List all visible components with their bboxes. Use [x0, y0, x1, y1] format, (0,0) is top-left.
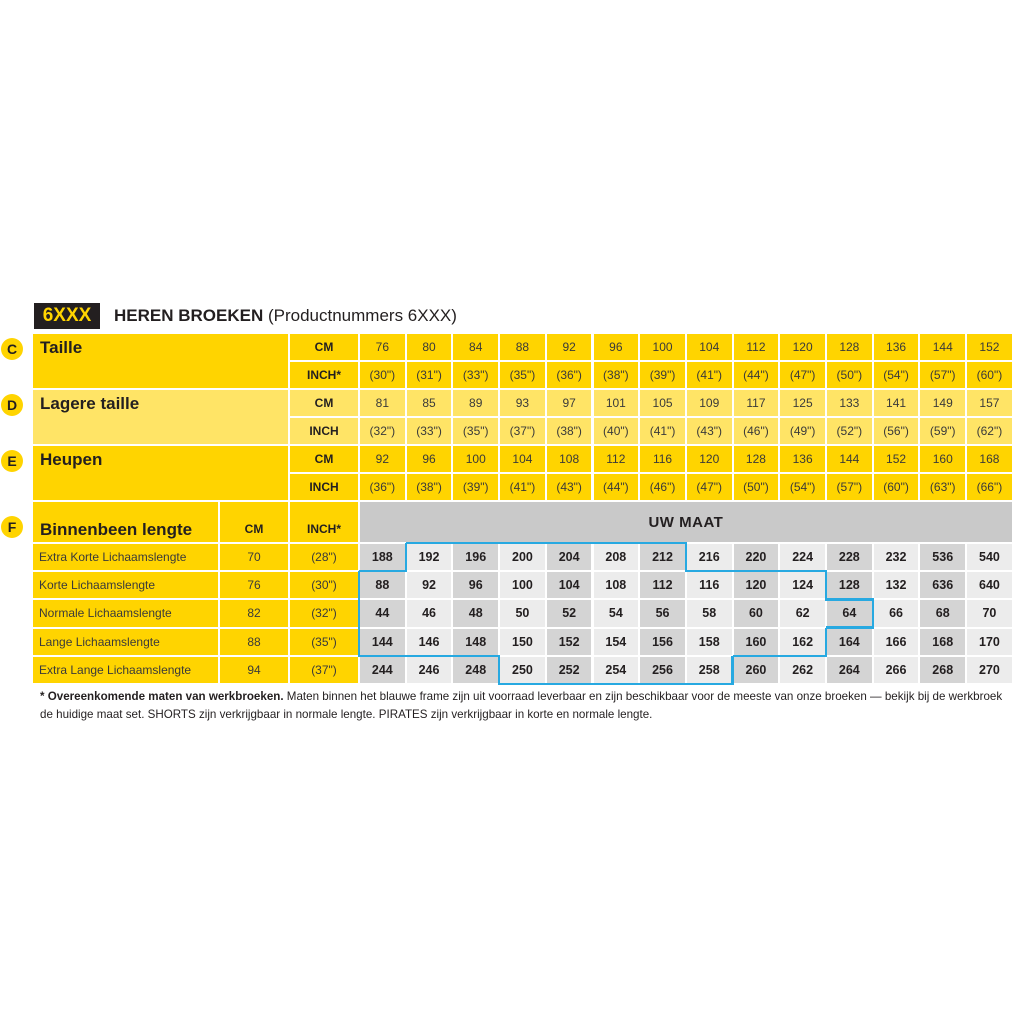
- measurement-value: 128: [734, 446, 779, 472]
- measurement-value: (31"): [407, 362, 452, 388]
- measurement-value: (50"): [827, 362, 872, 388]
- size-value: 246: [407, 657, 452, 683]
- size-value: 144: [360, 629, 405, 655]
- in-stock-frame-segment: [406, 655, 454, 657]
- inseam-inch: (35"): [290, 629, 358, 655]
- unit-label: INCH: [290, 418, 358, 444]
- measurement-value: 141: [874, 390, 919, 416]
- in-stock-frame-segment: [499, 683, 547, 685]
- measurement-value: 93: [500, 390, 545, 416]
- size-value: 56: [640, 600, 685, 626]
- inseam-inch: (28"): [290, 544, 358, 570]
- size-value: 248: [453, 657, 498, 683]
- inseam-inch: (30"): [290, 572, 358, 598]
- size-value: 62: [780, 600, 825, 626]
- measurement-value: 108: [547, 446, 592, 472]
- size-value: 96: [453, 572, 498, 598]
- in-stock-frame-segment: [779, 655, 827, 657]
- in-stock-frame-segment: [825, 571, 827, 600]
- size-value: 260: [734, 657, 779, 683]
- in-stock-frame-segment: [498, 656, 500, 685]
- size-value: 640: [967, 572, 1012, 598]
- body-length-label: Normale Lichaamslengte: [33, 600, 218, 626]
- size-value: 168: [920, 629, 965, 655]
- measurement-value: (39"): [453, 474, 498, 500]
- measurement-value: (37"): [500, 418, 545, 444]
- measurement-value: (47"): [687, 474, 732, 500]
- measurement-value: 144: [827, 446, 872, 472]
- size-value: 636: [920, 572, 965, 598]
- inch-header: INCH*: [290, 502, 358, 542]
- measurement-value: 81: [360, 390, 405, 416]
- in-stock-frame-segment: [733, 570, 781, 572]
- body-length-label: Korte Lichaamslengte: [33, 572, 218, 598]
- measurement-value: (44"): [594, 474, 639, 500]
- footnote-bold: * Overeenkomende maten van werkbroeken.: [40, 690, 284, 703]
- size-value: 50: [500, 600, 545, 626]
- size-value: 188: [360, 544, 405, 570]
- measurement-value: 152: [874, 446, 919, 472]
- title-main: HEREN BROEKEN: [114, 306, 264, 325]
- in-stock-frame-segment: [358, 599, 360, 628]
- measurement-value: (35"): [500, 362, 545, 388]
- size-value: 44: [360, 600, 405, 626]
- measurement-value: (62"): [967, 418, 1012, 444]
- measurement-value: 105: [640, 390, 685, 416]
- size-value: 66: [874, 600, 919, 626]
- size-value: 146: [407, 629, 452, 655]
- size-value: 252: [547, 657, 592, 683]
- size-value: 112: [640, 572, 685, 598]
- measurement-value: 144: [920, 334, 965, 360]
- size-value: 54: [594, 600, 639, 626]
- footnote-text: Maten binnen het blauwe frame zijn uit voorraad leverbaar en zijn beschikbaar voor de meeste van onze broeken — bekijk bij de werkbroek de huidige maat set. SHORTS zijn verkrijgbaar in normale lengte. PIRATES zijn verkrijgbaar in korte en normale lengte.: [40, 690, 1003, 721]
- inseam-cm: 88: [220, 629, 288, 655]
- in-stock-frame-segment: [639, 542, 687, 544]
- in-stock-frame-segment: [593, 683, 641, 685]
- measurement-value: 117: [734, 390, 779, 416]
- size-value: 46: [407, 600, 452, 626]
- size-value: 92: [407, 572, 452, 598]
- measurement-value: (30"): [360, 362, 405, 388]
- in-stock-frame-segment: [733, 655, 781, 657]
- measurement-value: 133: [827, 390, 872, 416]
- measurement-value: (46"): [640, 474, 685, 500]
- size-value: 208: [594, 544, 639, 570]
- in-stock-frame-segment: [731, 656, 733, 685]
- size-value: 200: [500, 544, 545, 570]
- measurement-value: 160: [920, 446, 965, 472]
- in-stock-frame-segment: [358, 571, 360, 600]
- unit-label: CM: [290, 334, 358, 360]
- measurement-value: 96: [407, 446, 452, 472]
- in-stock-frame-segment: [358, 628, 360, 657]
- size-value: 64: [827, 600, 872, 626]
- measurement-value: 76: [360, 334, 405, 360]
- in-stock-frame-segment: [546, 683, 594, 685]
- measurement-value: 120: [687, 446, 732, 472]
- unit-label: CM: [290, 390, 358, 416]
- size-value: 212: [640, 544, 685, 570]
- inseam-inch: (37"): [290, 657, 358, 683]
- size-value: 52: [547, 600, 592, 626]
- in-stock-frame-segment: [359, 570, 407, 572]
- body-length-label: Extra Lange Lichaamslengte: [33, 657, 218, 683]
- measurement-value: (38"): [407, 474, 452, 500]
- size-value: 204: [547, 544, 592, 570]
- size-value: 116: [687, 572, 732, 598]
- in-stock-frame-segment: [593, 542, 641, 544]
- body-length-label: Extra Korte Lichaamslengte: [33, 544, 218, 570]
- in-stock-frame-segment: [546, 542, 594, 544]
- measurement-value: 149: [920, 390, 965, 416]
- measurement-value: (44"): [734, 362, 779, 388]
- section-title: Taille: [33, 334, 288, 388]
- measurement-value: (50"): [734, 474, 779, 500]
- measurement-value: (54"): [874, 362, 919, 388]
- measurement-value: (57"): [827, 474, 872, 500]
- size-value: 220: [734, 544, 779, 570]
- measurement-value: (63"): [920, 474, 965, 500]
- size-value: 266: [874, 657, 919, 683]
- measurement-value: 92: [547, 334, 592, 360]
- measurement-value: 109: [687, 390, 732, 416]
- size-value: 158: [687, 629, 732, 655]
- in-stock-frame-segment: [686, 570, 734, 572]
- measurement-value: 97: [547, 390, 592, 416]
- measurement-value: (49"): [780, 418, 825, 444]
- measurement-value: 104: [687, 334, 732, 360]
- in-stock-frame-segment: [499, 542, 547, 544]
- in-stock-frame-segment: [405, 543, 407, 572]
- measurement-value: 100: [640, 334, 685, 360]
- cm-header: CM: [220, 502, 288, 542]
- size-value: 152: [547, 629, 592, 655]
- measurement-value: (38"): [594, 362, 639, 388]
- size-value: 162: [780, 629, 825, 655]
- measurement-value: 92: [360, 446, 405, 472]
- product-badge: 6XXX: [34, 303, 100, 329]
- in-stock-frame-segment: [406, 542, 454, 544]
- measurement-value: (33"): [453, 362, 498, 388]
- in-stock-frame-segment: [826, 598, 874, 600]
- size-value: 148: [453, 629, 498, 655]
- in-stock-frame-segment: [685, 543, 687, 572]
- unit-label: CM: [290, 446, 358, 472]
- size-value: 268: [920, 657, 965, 683]
- measurement-value: (36"): [547, 362, 592, 388]
- in-stock-frame-segment: [826, 626, 874, 628]
- size-value: 154: [594, 629, 639, 655]
- size-value: 160: [734, 629, 779, 655]
- measurement-value: 96: [594, 334, 639, 360]
- size-value: 120: [734, 572, 779, 598]
- size-value: 132: [874, 572, 919, 598]
- in-stock-frame-segment: [686, 683, 734, 685]
- in-stock-frame-segment: [639, 683, 687, 685]
- title-subtitle: (Productnummers 6XXX): [263, 306, 457, 325]
- in-stock-frame-segment: [359, 655, 407, 657]
- size-value: 170: [967, 629, 1012, 655]
- size-value: 166: [874, 629, 919, 655]
- section-letter: E: [1, 450, 23, 472]
- size-value: 540: [967, 544, 1012, 570]
- measurement-value: 116: [640, 446, 685, 472]
- measurement-value: 152: [967, 334, 1012, 360]
- inseam-cm: 82: [220, 600, 288, 626]
- measurement-value: 128: [827, 334, 872, 360]
- size-value: 262: [780, 657, 825, 683]
- measurement-value: 136: [874, 334, 919, 360]
- size-value: 216: [687, 544, 732, 570]
- measurement-value: 89: [453, 390, 498, 416]
- size-value: 256: [640, 657, 685, 683]
- size-value: 196: [453, 544, 498, 570]
- measurement-value: (41"): [687, 362, 732, 388]
- measurement-value: 168: [967, 446, 1012, 472]
- measurement-value: 88: [500, 334, 545, 360]
- size-value: 228: [827, 544, 872, 570]
- in-stock-frame-segment: [452, 542, 500, 544]
- unit-label: INCH: [290, 474, 358, 500]
- measurement-value: 101: [594, 390, 639, 416]
- size-value: 128: [827, 572, 872, 598]
- measurement-value: 84: [453, 334, 498, 360]
- size-value: 164: [827, 629, 872, 655]
- size-value: 250: [500, 657, 545, 683]
- size-value: 224: [780, 544, 825, 570]
- measurement-value: (43"): [547, 474, 592, 500]
- measurement-value: (56"): [874, 418, 919, 444]
- inseam-cm: 70: [220, 544, 288, 570]
- section-letter: C: [1, 338, 23, 360]
- size-value: 536: [920, 544, 965, 570]
- section-letter: D: [1, 394, 23, 416]
- unit-label: INCH*: [290, 362, 358, 388]
- measurement-value: 136: [780, 446, 825, 472]
- size-value: 60: [734, 600, 779, 626]
- inseam-inch: (32"): [290, 600, 358, 626]
- size-value: 232: [874, 544, 919, 570]
- measurement-value: (35"): [453, 418, 498, 444]
- measurement-value: 85: [407, 390, 452, 416]
- measurement-value: (59"): [920, 418, 965, 444]
- size-value: 48: [453, 600, 498, 626]
- size-value: 258: [687, 657, 732, 683]
- size-value: 124: [780, 572, 825, 598]
- size-value: 192: [407, 544, 452, 570]
- measurement-value: (47"): [780, 362, 825, 388]
- measurement-value: (41"): [500, 474, 545, 500]
- measurement-value: (41"): [640, 418, 685, 444]
- measurement-value: (60"): [967, 362, 1012, 388]
- section-title: Lagere taille: [33, 390, 288, 444]
- measurement-value: (66"): [967, 474, 1012, 500]
- measurement-value: (38"): [547, 418, 592, 444]
- inseam-cm: 94: [220, 657, 288, 683]
- in-stock-frame-segment: [452, 655, 500, 657]
- measurement-value: (57"): [920, 362, 965, 388]
- size-header: UW MAAT: [360, 502, 1012, 542]
- size-value: 244: [360, 657, 405, 683]
- measurement-value: 157: [967, 390, 1012, 416]
- size-value: 270: [967, 657, 1012, 683]
- section-title: Heupen: [33, 446, 288, 500]
- size-value: 100: [500, 572, 545, 598]
- measurement-value: 120: [780, 334, 825, 360]
- in-stock-frame-segment: [872, 599, 874, 628]
- in-stock-frame-segment: [779, 570, 827, 572]
- size-value: 58: [687, 600, 732, 626]
- measurement-value: (39"): [640, 362, 685, 388]
- size-value: 68: [920, 600, 965, 626]
- size-value: 104: [547, 572, 592, 598]
- section-letter: F: [1, 516, 23, 538]
- measurement-value: (46"): [734, 418, 779, 444]
- measurement-value: (52"): [827, 418, 872, 444]
- body-length-label: Lange Lichaamslengte: [33, 629, 218, 655]
- measurement-value: (40"): [594, 418, 639, 444]
- size-value: 264: [827, 657, 872, 683]
- measurement-value: (54"): [780, 474, 825, 500]
- measurement-value: (33"): [407, 418, 452, 444]
- measurement-value: (36"): [360, 474, 405, 500]
- inseam-cm: 76: [220, 572, 288, 598]
- size-value: 70: [967, 600, 1012, 626]
- in-stock-frame-segment: [825, 628, 827, 657]
- measurement-value: 80: [407, 334, 452, 360]
- size-value: 108: [594, 572, 639, 598]
- measurement-value: (43"): [687, 418, 732, 444]
- section-title: Binnenbeen lengte: [33, 502, 218, 542]
- measurement-value: 104: [500, 446, 545, 472]
- size-value: 150: [500, 629, 545, 655]
- size-value: 254: [594, 657, 639, 683]
- measurement-value: (32"): [360, 418, 405, 444]
- measurement-value: 112: [594, 446, 639, 472]
- size-value: 156: [640, 629, 685, 655]
- measurement-value: 100: [453, 446, 498, 472]
- size-value: 88: [360, 572, 405, 598]
- measurement-value: (60"): [874, 474, 919, 500]
- measurement-value: 125: [780, 390, 825, 416]
- measurement-value: 112: [734, 334, 779, 360]
- footnote: [40, 688, 1015, 724]
